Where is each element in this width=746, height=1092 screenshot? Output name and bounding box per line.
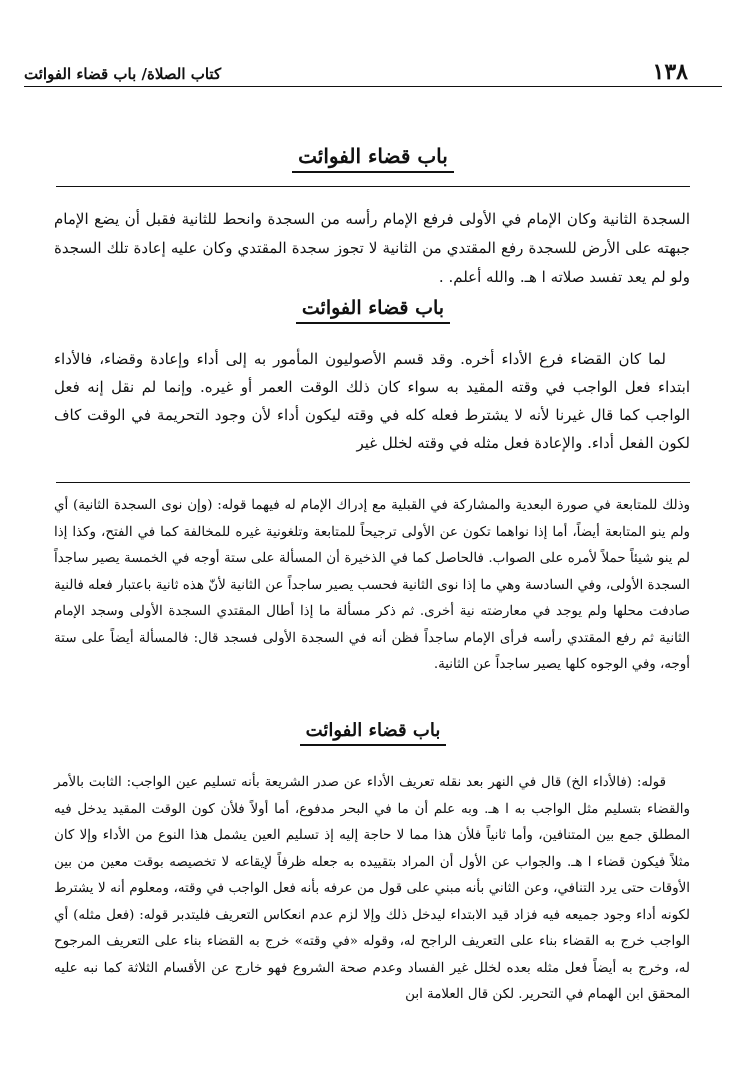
notes-text-upper	[54, 493, 690, 679]
main-text-divider	[56, 186, 690, 187]
commentary-text-top	[54, 205, 690, 292]
page-header	[24, 56, 688, 84]
main-text-paragraph: لما كان القضاء فرع الأداء أخره. وقد قسم الأصوليون المأمور به إلى أداء وإعادة وقضاء، فالأداء ابتداء فعل الواجب في وقته المقيد به سواء كان ذلك الوقت العمر أو غيره. وإنما لم نقل إنه فعل الواجب كما قال غيرنا لأنه لا يشترط فعله كله في وقته ليكون أداء لأن وجود التحريمة في الوقت كاف لكون الفعل أداء. والإعادة فعل مثله في وقته لخلل غير	[54, 350, 690, 452]
chapter-title-main-text: باب قضاء الفوائت	[292, 144, 454, 173]
chapter-title-second	[0, 297, 746, 319]
header-divider	[24, 86, 722, 87]
notes-text-lower	[54, 770, 690, 1009]
chapter-title-second-text: باب قضاء الفوائت	[296, 297, 450, 324]
commentary-paragraph-top: السجدة الثانية وكان الإمام في الأولى فرفع الإمام رأسه من السجدة وانحط للثانية فقبل أن يضع الإمام جبهته على الأرض للسجدة رفع المقتدي من الثانية لا تجوز سجدة المقتدي وكان عليه إعادة تلك السجدة ولو لم يعد تفسد صلاته ا هـ. والله أعلم. .	[54, 210, 690, 286]
notes-paragraph-lower: قوله: (فالأداء الخ) قال في النهر بعد نقله تعريف الأداء عن صدر الشريعة بأنه تسليم عين الواجب: الثابت بالأمر والقضاء بتسليم مثل الواجب به ا هـ. وبه علم أن ما في البحر مدفوع، أما أولاً فلأن كون الوقت المقيد يدخل فيه المطلق جمع بين المتنافين، وأما ثانياً فلأن هذا مما لا حاجة إليه إذ تسليم العين يشمل هذا النوع من الأداء وإلا كان مثلاً فيكون قضاء ا هـ. والجواب عن الأول أن المراد بتقييده به جعله ظرفاً لإيقاعه لا تخصيصه بوقت معين من بين الأوقات حتى يرد التنافي، وعن الثاني بأنه مبني على قول من عرفه بأنه فعل الواجب في وقته، ومعلوم أنه لا يشترط لكونه أداء وجود جميعه فيه فزاد قيد الابتداء ليدخل ذلك وإلا لزم عدم انعكاس التعريف فليتدبر قوله: (فعل مثله) أي الواجب خرج به القضاء بناء على التعريف الراجح له، وقوله «في وقته» خرج به القضاء بناء على التعريف المرجوح له، وخرج به أيضاً فعل مثله بعده لخلل غير الفساد وعدم صحة الشروع فهو خارج عن الأقسام الثلاثة كما نبه عليه المحقق ابن الهمام في التحرير. لكن قال العلامة ابن	[54, 775, 690, 1002]
chapter-title-notes-text: باب قضاء الفوائت	[300, 720, 447, 746]
chapter-title-notes	[0, 720, 746, 741]
notes-paragraph-upper: وذلك للمتابعة في صورة البعدية والمشاركة في القبلية مع إدراك الإمام له فيهما قوله: (وإن نوى السجدة الثانية) أي ولم ينو المتابعة أيضاً، أما إذا نواهما تكون عن الأولى ترجيحاً للمتابعة وتلغونية غيره للمخالفة كما في الفتح، وكذا إذا لم ينو شيئاً حملاً لأمره على الصواب. فالحاصل كما في الذخيرة أن المسألة على ستة أوجه في الخمسة يصير ساجداً السجدة الأولى، وفي السادسة وهي ما إذا نوى الثانية فحسب يصير ساجداً عن الثانية لأنّ هذه ثانية باعتبار فعله فالنية صادفت محلها ولم يوجد في معارضته نية أخرى. ثم ذكر مسألة ما إذا أطال المقتدي السجدة الأولى وسجد الإمام الثانية ثم رفع المقتدي رأسه فرأى الإمام ساجداً فظن أنه في السجدة الأولى فسجد قال: فالمسألة أيضاً على ستة أوجه، وفي الوجوه كلها يصير ساجداً عن الثانية.	[54, 498, 690, 672]
chapter-title-main	[0, 144, 746, 168]
notes-divider	[56, 482, 690, 483]
main-text	[54, 345, 690, 457]
running-title: كتاب الصلاة/ باب قضاء الفوائت	[24, 65, 222, 83]
page-number: ١٣٨	[652, 59, 688, 85]
